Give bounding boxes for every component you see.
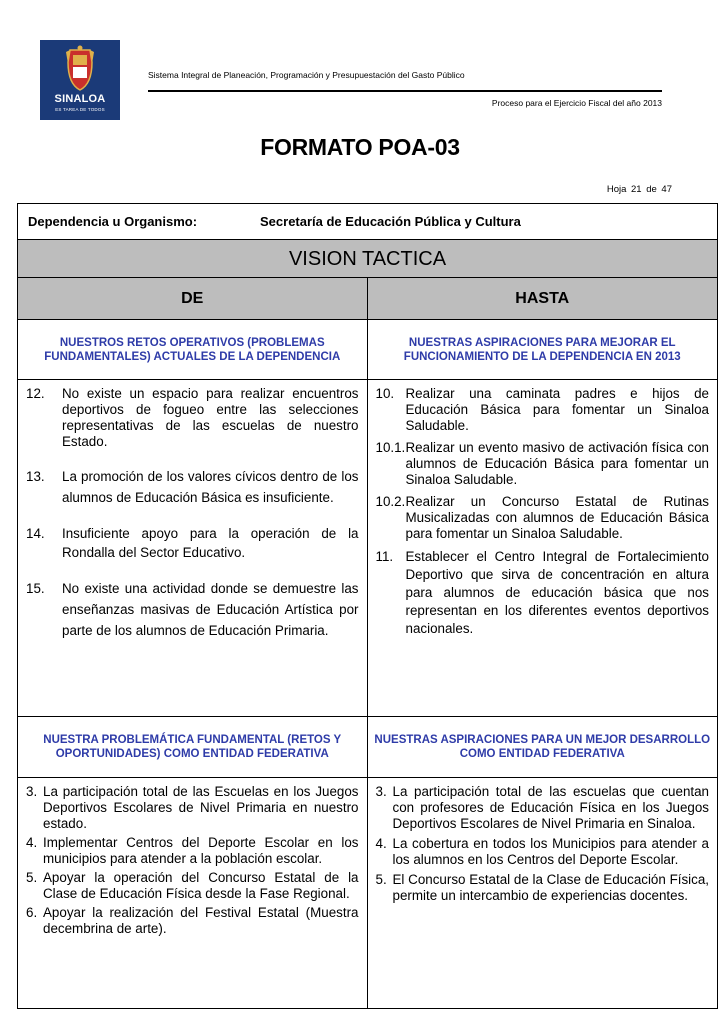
list-item-text: Implementar Centros del Deporte Escolar en los municipios para atender a la población escolar. bbox=[43, 835, 359, 866]
sinaloa-logo bbox=[40, 40, 120, 120]
list-item bbox=[26, 784, 359, 832]
list-item-number: 15. bbox=[26, 581, 45, 596]
logo-name: SINALOA bbox=[54, 93, 106, 105]
list-item-number: 14. bbox=[26, 526, 45, 541]
dependencia-value: Secretaría de Educación Pública y Cultura bbox=[260, 214, 521, 229]
list-item bbox=[26, 905, 359, 937]
list-item bbox=[26, 466, 359, 508]
block2-left-list bbox=[26, 784, 359, 937]
list-item-text: Establecer el Centro Integral de Fortalecimiento Deportivo que sirva de concentración en altura para alumnos de educación básica que nos representan en los diferentes eventos deportivos nacionales. bbox=[405, 549, 709, 636]
list-item bbox=[26, 524, 359, 562]
list-item-text: Apoyar la operación del Concurso Estatal de la Clase de Educación Física desde la Fase Regional. bbox=[43, 870, 359, 901]
block1-right-list bbox=[376, 386, 710, 638]
column-hasta-header: HASTA bbox=[515, 290, 570, 307]
list-item-number: 11. bbox=[375, 549, 394, 564]
list-item-text: La cobertura en todos los Municipios para atender a los alumnos en los Centros del Deporte Escolar. bbox=[392, 836, 709, 867]
block2-headings-row bbox=[18, 717, 717, 778]
section-title: VISION TACTICA bbox=[18, 240, 717, 278]
dependencia-label: Dependencia u Organismo: bbox=[28, 214, 198, 229]
header-divider bbox=[148, 90, 662, 92]
list-item-number: 6. bbox=[26, 905, 38, 920]
block2-right-cell bbox=[368, 778, 718, 1008]
document-title: FORMATO POA-03 bbox=[260, 134, 460, 160]
list-item bbox=[26, 870, 359, 902]
list-item-number: 10. bbox=[375, 386, 395, 401]
logo-tagline: ES TAREA DE TODOS bbox=[55, 107, 105, 112]
list-item-number: 5. bbox=[26, 870, 38, 885]
page-counter: Hoja 21 de 47 bbox=[606, 184, 672, 195]
list-item-number: 13. bbox=[26, 469, 45, 484]
list-item bbox=[376, 386, 710, 434]
block2-left-heading: NUESTRA PROBLEMÁTICA FUNDAMENTAL (RETOS Y OPORTUNIDADES) COMO ENTIDAD FEDERATIVA bbox=[18, 717, 368, 777]
block1-left-cell bbox=[18, 380, 368, 716]
process-label: Proceso para el Ejercicio Fiscal del año 2013 bbox=[491, 98, 662, 108]
list-item bbox=[26, 578, 359, 641]
list-item-text: Realizar un evento masivo de activación física con alumnos de Educación Básica para fomentar un Sinaloa Saludable. bbox=[405, 440, 709, 487]
list-item-number: 5. bbox=[375, 872, 387, 887]
list-item-text: La participación total de las Escuelas en los Juegos Deportivos Escolares de Nivel Primaria en nuestro estado. bbox=[43, 784, 359, 831]
list-item-number: 4. bbox=[26, 835, 38, 850]
list-item-number: 10.1. bbox=[375, 440, 406, 455]
list-item-text: No existe una actividad donde se demuestre las enseñanzas masivas de Educación Artística por parte de los alumnos de Educación Primaria. bbox=[62, 581, 359, 638]
block1-left-list bbox=[26, 386, 359, 641]
list-item bbox=[26, 835, 359, 867]
list-item bbox=[376, 548, 710, 638]
list-item bbox=[376, 872, 710, 904]
list-item-text: Realizar un Concurso Estatal de Rutinas Musicalizadas con alumnos de Educación Básica para fomentar un Sinaloa Saludable. bbox=[405, 494, 709, 541]
block2-right-heading: NUESTRAS ASPIRACIONES PARA UN MEJOR DESARROLLO COMO ENTIDAD FEDERATIVA bbox=[374, 734, 711, 760]
list-item-number: 4. bbox=[375, 836, 387, 851]
list-item-text: El Concurso Estatal de la Clase de Educación Física, permite un intercambio de experiencias docentes. bbox=[392, 872, 709, 903]
list-item bbox=[376, 836, 710, 868]
list-item-number: 10.2. bbox=[375, 494, 406, 509]
list-item-text: Apoyar la realización del Festival Estatal (Muestra decembrina de arte). bbox=[43, 905, 359, 936]
block1-content-row bbox=[18, 380, 717, 717]
vision-tactica-table bbox=[17, 203, 718, 1009]
system-title: Sistema Integral de Planeación, Programación y Presupuestación del Gasto Público bbox=[148, 70, 465, 80]
block2-right-list bbox=[376, 784, 710, 904]
block1-right-cell bbox=[368, 380, 718, 716]
list-item-number: 12. bbox=[26, 386, 45, 401]
column-headers-row bbox=[18, 278, 717, 320]
block1-headings-row bbox=[18, 320, 717, 380]
list-item-text: La promoción de los valores cívicos dentro de los alumnos de Educación Básica es insuficiente. bbox=[62, 469, 359, 505]
list-item-text: La participación total de las escuelas que cuentan con profesores de Educación Física en los Juegos Deportivos Escolares de Nivel Primaria en Sinaloa. bbox=[392, 784, 709, 831]
block2-left-cell bbox=[18, 778, 368, 1008]
list-item-number: 3. bbox=[375, 784, 387, 799]
list-item-number: 3. bbox=[26, 784, 38, 799]
block2-content-row bbox=[18, 778, 717, 1008]
list-item bbox=[26, 386, 359, 450]
list-item-text: Insuficiente apoyo para la operación de la Rondalla del Sector Educativo. bbox=[62, 526, 359, 560]
list-item bbox=[376, 440, 710, 488]
block1-left-heading: NUESTROS RETOS OPERATIVOS (PROBLEMAS FUNDAMENTALES) ACTUALES DE LA DEPENDENCIA bbox=[18, 320, 368, 379]
list-item bbox=[376, 494, 710, 542]
list-item-text: Realizar una caminata padres e hijos de Educación Básica para fomentar un Sinaloa Saludable. bbox=[405, 386, 709, 433]
dependencia-row bbox=[18, 204, 717, 240]
column-de-header: DE bbox=[18, 278, 368, 319]
block1-right-heading: NUESTRAS ASPIRACIONES PARA MEJORAR EL FUNCIONAMIENTO DE LA DEPENDENCIA EN 2013 bbox=[403, 336, 681, 363]
list-item bbox=[376, 784, 710, 832]
list-item-text: No existe un espacio para realizar encuentros deportivos de fogueo entre las selecciones representativas de las escuelas de nuestro Estado. bbox=[62, 386, 359, 449]
